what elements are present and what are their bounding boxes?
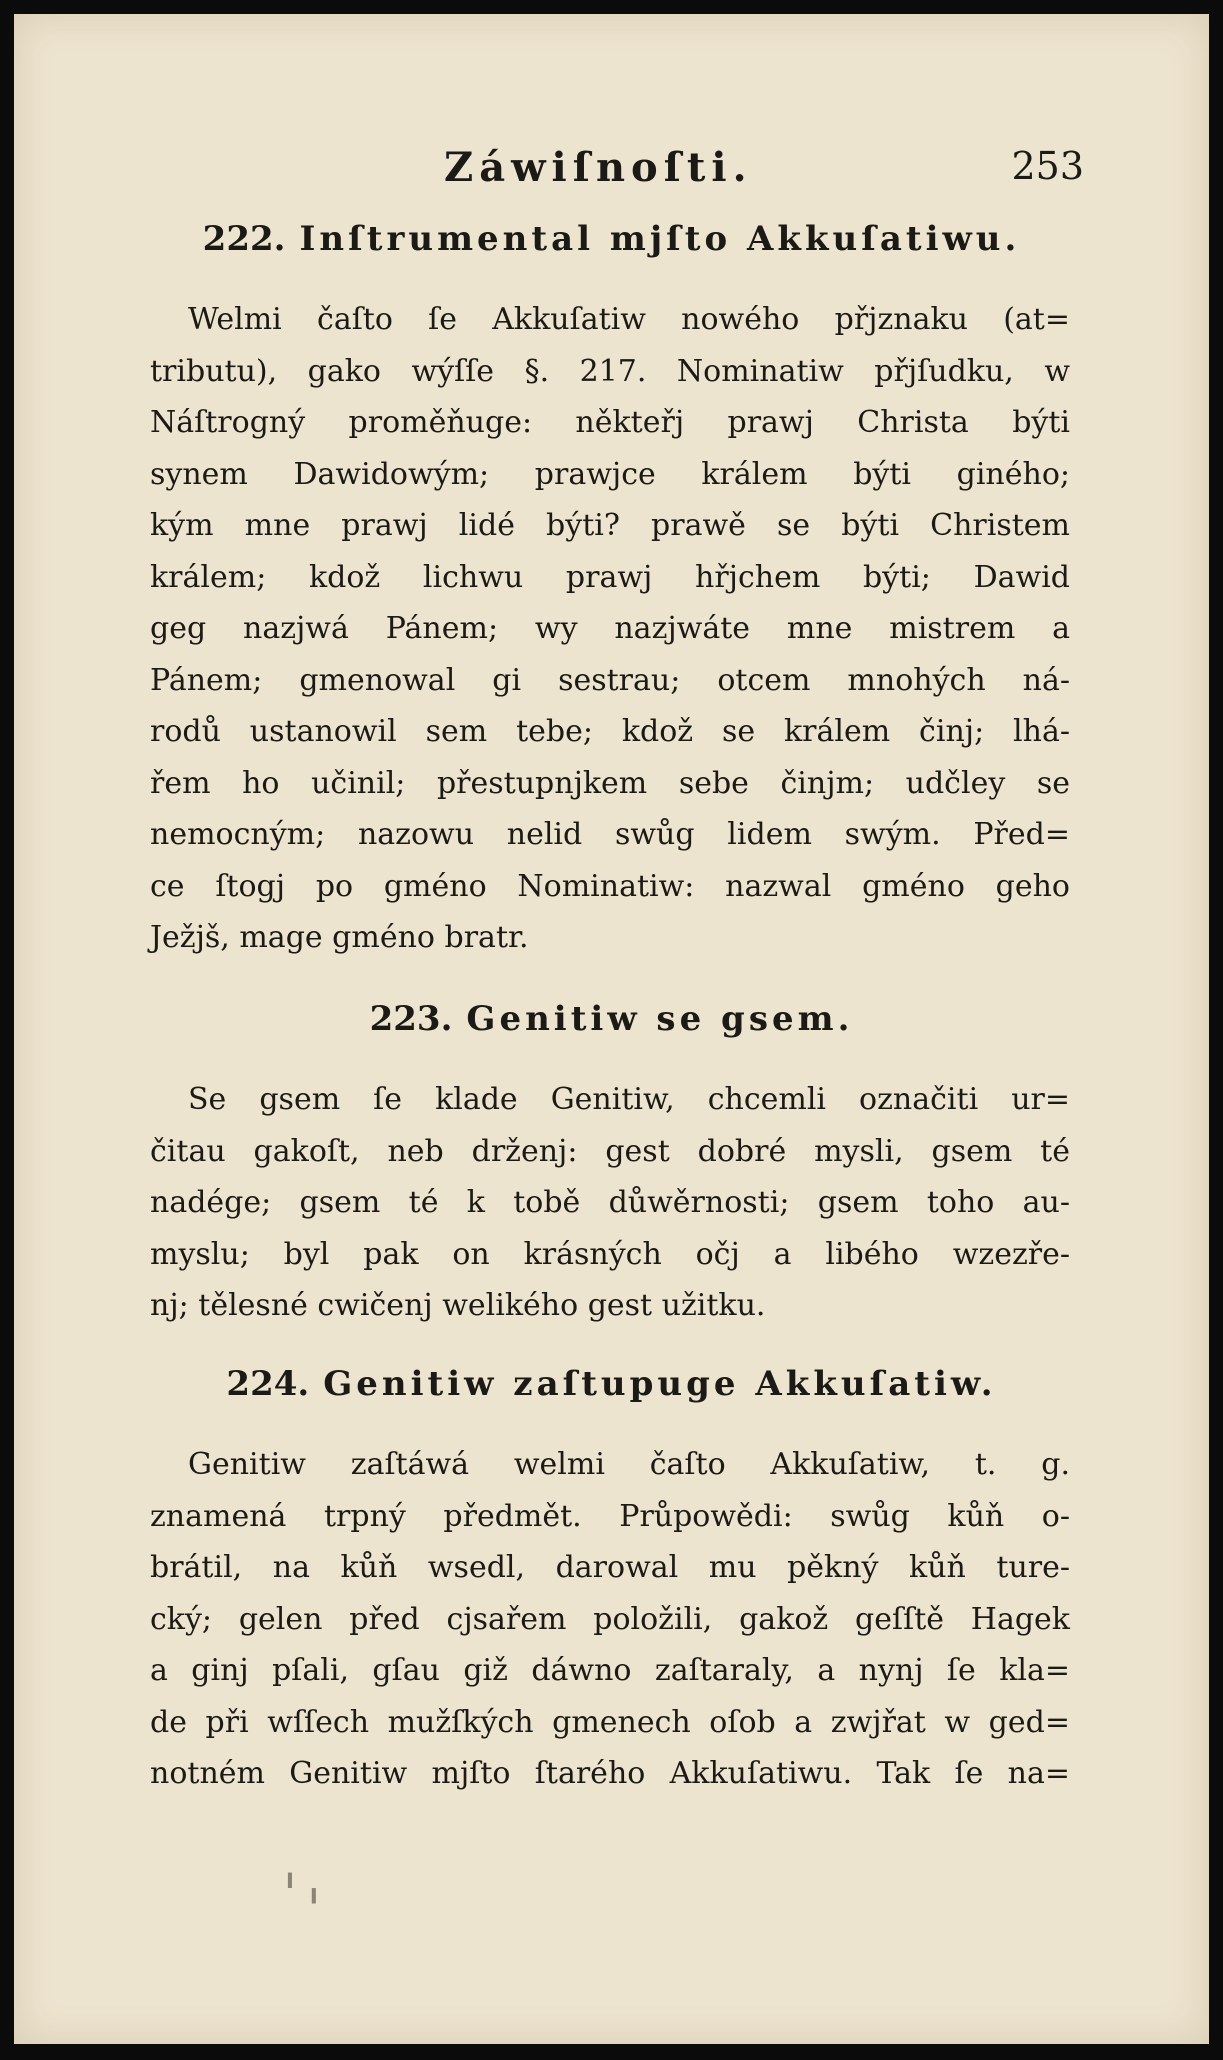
text-line: čitau gakoſt, neb drženj: gest dobré mysli, gsem té (150, 1133, 1070, 1169)
section-heading-224 (14, 1364, 1209, 1420)
text-line: znamená trpný předmět. Průpowědi: swůg kůň o- (150, 1498, 1070, 1534)
paragraph-223 (150, 1074, 1070, 1332)
section-number: 222. (202, 219, 286, 259)
text-line: Welmi čaſto ſe Akkuſatiw nowého přjznaku (at= (188, 302, 1070, 337)
paragraph-224 (150, 1439, 1070, 1800)
page-number: 253 (1011, 144, 1084, 188)
text-line: Náſtrogný proměňuge: někteřj prawj Christa býti (150, 405, 1070, 440)
section-heading-222 (14, 219, 1209, 275)
text-line: Ježjš, mage gméno bratr. (150, 920, 529, 955)
text-line: a ginj pſali, gſau giž dáwno zaſtaraly, a nynj ſe kla= (150, 1653, 1070, 1688)
text-line: cký; gelen před cjsařem položili, gakož geſſtě Hagek (150, 1601, 1070, 1637)
text-line: nemocným; nazowu nelid swůg lidem swým. Před= (150, 817, 1070, 852)
text-line: brátil, na kůň wsedl, darowal mu pěkný kůň ture- (150, 1550, 1070, 1585)
text-line: tributu), gako wýſſe §. 217. Nominatiw přjſudku, w (150, 353, 1070, 389)
section-title: Genitiw zaſtupuge Akkuſatiw. (323, 1364, 997, 1404)
text-line: synem Dawidowým; prawjce králem býti giného; (150, 456, 1070, 492)
section-title: Genitiw se gsem. (466, 999, 854, 1039)
book-page (14, 14, 1209, 2044)
text-line: Se gsem ſe klade Genitiw, chcemli označiti ur= (188, 1082, 1070, 1117)
running-head (14, 144, 1209, 204)
section-number: 223. (369, 999, 453, 1039)
paragraph-222 (150, 294, 1070, 964)
text-line: řem ho učinil; přestupnjkem sebe činjm; udčley se (150, 765, 1070, 801)
text-line: notném Genitiw mjſto ſtarého Akkuſatiwu. Tak ſe na= (150, 1756, 1070, 1791)
stray-ink-marks: ╹ ╻ (282, 1874, 322, 1904)
text-line: kým mne prawj lidé býti? prawě se býti Christem (150, 508, 1070, 543)
text-line: rodů ustanowil sem tebe; kdož se králem činj; lhá- (150, 714, 1070, 749)
section-title: Inſtrumental mjſto Akkuſatiwu. (299, 219, 1021, 259)
text-line: nadége; gsem té k tobě důwěrnosti; gsem toho au- (150, 1185, 1070, 1220)
text-line: Pánem; gmenowal gi sestrau; otcem mnohých ná- (150, 662, 1070, 698)
text-line: ce ſtogj po gméno Nominatiw: nazwal gméno geho (150, 868, 1070, 904)
section-heading-223 (14, 999, 1209, 1055)
text-line: geg nazjwá Pánem; wy nazjwáte mne mistrem a (150, 611, 1070, 646)
text-line: králem; kdož lichwu prawj hřjchem býti; Dawid (150, 559, 1070, 595)
text-line: Genitiw zaſtáwá welmi čaſto Akkuſatiw, t. g. (188, 1447, 1070, 1482)
section-number: 224. (226, 1364, 310, 1404)
text-line: nj; tělesné cwičenj welikého gest užitku. (150, 1288, 766, 1323)
text-line: myslu; byl pak on krásných očj a libého wzezře- (150, 1236, 1070, 1272)
running-title: Záwiſnoſti. (444, 144, 753, 191)
text-line: de při wſſech mužſkých gmenech oſob a zwjřat w ged= (150, 1704, 1070, 1740)
